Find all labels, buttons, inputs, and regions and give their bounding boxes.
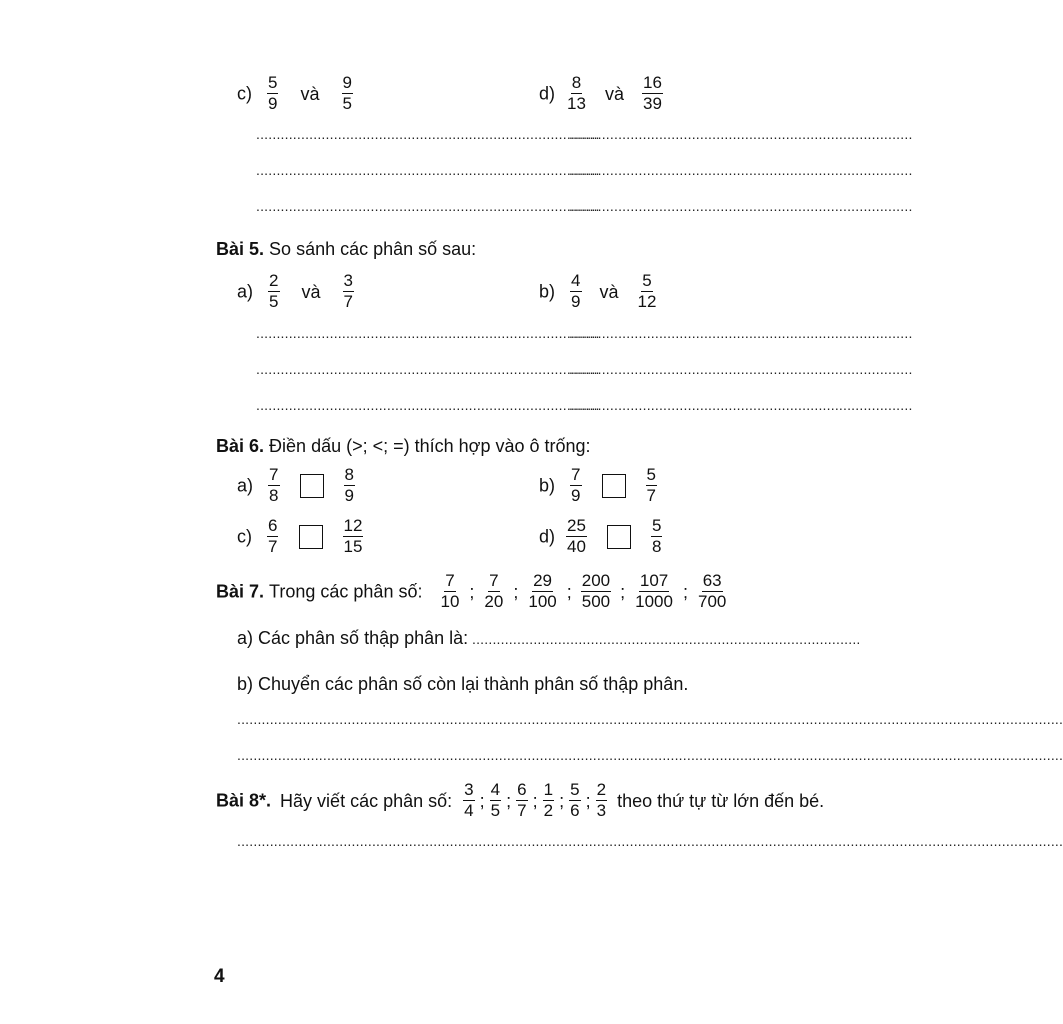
ex5-item-a (237, 272, 357, 311)
answer-box[interactable] (602, 474, 626, 498)
answer-line[interactable]: ............................................................................................... (472, 631, 861, 647)
item-label: d) (539, 83, 556, 104)
fraction: $\frac{107}{1000}$ (635, 571, 673, 611)
item-label: a) (237, 475, 254, 496)
conjunction: và (301, 281, 321, 302)
separator: ; (469, 581, 475, 602)
separator: ; (585, 790, 591, 811)
answer-line[interactable]: .................................................................................... (256, 361, 600, 377)
fraction: $\frac{6}{7}$ (517, 780, 527, 820)
answer-box[interactable] (300, 474, 324, 498)
separator: ; (559, 790, 565, 811)
exercise-7-heading (216, 572, 730, 611)
separator: ; (532, 790, 538, 811)
exercise-title: Bài 6. (216, 436, 265, 456)
fraction: $\frac{9}{5}$ (342, 73, 352, 113)
fraction: $\frac{7}{8}$ (269, 465, 279, 505)
answer-line[interactable]: .................................................................................... (569, 198, 913, 214)
fraction: $\frac{8}{9}$ (344, 465, 354, 505)
answer-line[interactable]: .................................................................................... (256, 162, 600, 178)
fraction: $\frac{6}{7}$ (268, 516, 278, 556)
exercise-8-heading (216, 781, 824, 820)
item-label: c) (237, 83, 252, 104)
item-label: c) (237, 526, 252, 547)
answer-line[interactable]: .................................................................................... (256, 325, 600, 341)
ex7-question-a (237, 627, 468, 649)
answer-line[interactable]: .................................................................................... (256, 198, 600, 214)
item-label: a) (237, 281, 254, 302)
answer-line[interactable]: .................................................................................... (569, 397, 913, 413)
ex6-item-a (237, 466, 358, 505)
fraction: $\frac{5}{6}$ (570, 780, 580, 820)
separator: ; (620, 581, 626, 602)
ex5-item-b (539, 272, 660, 311)
answer-box[interactable] (299, 525, 323, 549)
exercise-prompt: Trong các phân số: (269, 581, 423, 602)
answer-line[interactable]: .................................................................................... (256, 397, 600, 413)
fraction: $\frac{5}{7}$ (646, 465, 656, 505)
fraction: $\frac{7}{9}$ (571, 465, 581, 505)
ex6-item-d (539, 517, 665, 556)
fraction: $\frac{2}{5}$ (269, 271, 279, 311)
fraction: $\frac{3}{7}$ (343, 271, 354, 311)
fraction: $\frac{63}{700}$ (697, 571, 727, 611)
exercise-prompt: So sánh các phân số sau: (269, 239, 477, 259)
fraction: $\frac{3}{4}$ (464, 780, 474, 820)
ex4-item-d (539, 74, 666, 113)
answer-line[interactable]: .................................................................................... (569, 361, 913, 377)
exercise-prompt: Hãy viết các phân số: (280, 790, 453, 811)
exercise-6-heading (216, 435, 591, 457)
conjunction: và (599, 281, 619, 302)
answer-line[interactable]: .......................................................................................................................................................................................................... (237, 747, 1063, 763)
fraction: $\frac{12}{15}$ (343, 516, 363, 556)
answer-line[interactable]: .......................................................................................................................................................................................................... (237, 833, 1063, 849)
fraction: $\frac{8}{13}$ (567, 73, 586, 113)
question-text: a) Các phân số thập phân là: (237, 628, 469, 648)
separator: ; (682, 581, 688, 602)
fraction: $\frac{7}{10}$ (440, 571, 460, 611)
exercise-title: Bài 5. (216, 239, 265, 259)
page-number: 4 (214, 966, 225, 987)
answer-line[interactable]: .......................................................................................................................................................................................................... (237, 711, 1063, 727)
answer-line[interactable]: .................................................................................... (569, 126, 913, 142)
item-label: b) (539, 281, 556, 302)
exercise-suffix: theo thứ tự từ lớn đến bé. (617, 790, 825, 811)
fraction: $\frac{25}{40}$ (567, 516, 586, 556)
fraction: $\frac{200}{500}$ (581, 571, 611, 611)
separator: ; (513, 581, 519, 602)
question-text: b) Chuyển các phân số còn lại thành phân số thập phân. (237, 674, 689, 694)
fraction: $\frac{5}{12}$ (637, 271, 657, 311)
item-label: b) (539, 475, 556, 496)
exercise-5-heading (216, 238, 476, 260)
conjunction: và (604, 83, 624, 104)
exercise-title: Bài 8*. (216, 790, 272, 811)
answer-box[interactable] (607, 525, 631, 549)
ex6-item-b (539, 466, 660, 505)
fraction: $\frac{5}{9}$ (268, 73, 278, 113)
conjunction: và (300, 83, 320, 104)
separator: ; (479, 790, 485, 811)
fraction: $\frac{1}{2}$ (543, 780, 554, 820)
exercise-title: Bài 7. (216, 581, 265, 602)
exercise-prompt: Điền dấu (>; <; =) thích hợp vào ô trống: (269, 436, 591, 456)
answer-line[interactable]: .................................................................................... (256, 126, 600, 142)
item-label: d) (539, 526, 556, 547)
separator: ; (566, 581, 572, 602)
answer-line[interactable]: .................................................................................... (569, 162, 913, 178)
ex6-item-c (237, 517, 366, 556)
fraction: $\frac{4}{5}$ (490, 780, 501, 820)
fraction: $\frac{29}{100}$ (528, 571, 557, 611)
fraction: $\frac{4}{9}$ (571, 271, 581, 311)
fraction: $\frac{7}{20}$ (484, 571, 504, 611)
ex7-question-b (237, 673, 688, 695)
separator: ; (506, 790, 512, 811)
answer-line[interactable]: .................................................................................... (569, 325, 913, 341)
fraction: $\frac{5}{8}$ (651, 516, 662, 556)
fraction: $\frac{2}{3}$ (596, 780, 607, 820)
ex4-item-c (237, 74, 356, 113)
fraction: $\frac{16}{39}$ (643, 73, 662, 113)
